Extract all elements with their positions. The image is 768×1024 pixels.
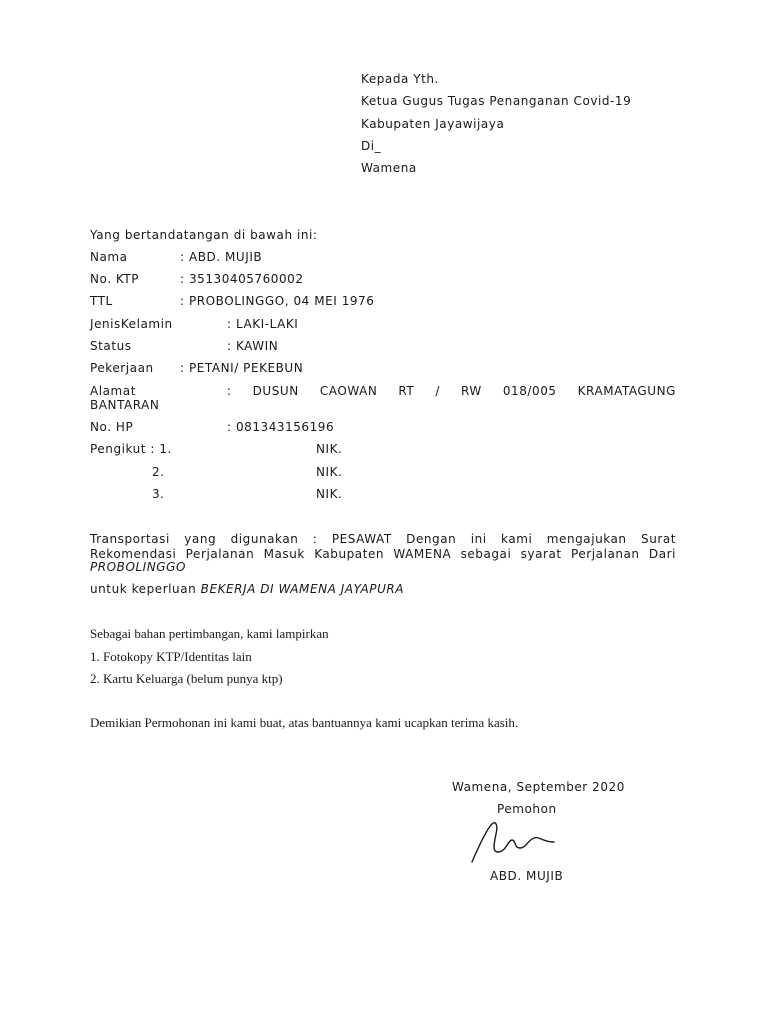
- purpose-line: [90, 582, 404, 596]
- signature-name: ABD. MUJIB: [490, 869, 564, 883]
- transport-line-3: PROBOLINGGO: [90, 560, 186, 574]
- purpose-prefix: untuk keperluan: [90, 582, 197, 596]
- field-value-alamat: : DUSUN CAOWAN RT / RW 018/005 KRAMATAGUNG: [227, 384, 676, 398]
- field-label-ktp: No. KTP: [90, 272, 140, 286]
- field-value-hp: : 081343156196: [227, 420, 335, 434]
- attachment-item-1: 1. Fotokopy KTP/Identitas lain: [90, 649, 252, 664]
- field-label-jk: JenisKelamin: [90, 317, 173, 331]
- field-value-pekerjaan: : PETANI/ PEKEBUN: [180, 361, 304, 375]
- intro-text: Yang bertandatangan di bawah ini:: [90, 228, 318, 242]
- pengikut-nik-3: NIK.: [316, 487, 343, 501]
- closing-text: Demikian Permohonan ini kami buat, atas bantuannya kami ucapkan terima kasih.: [90, 715, 519, 730]
- transport-line-2: Rekomendasi Perjalanan Masuk Kabupaten WAMENA sebagai syarat Perjalanan Dari: [90, 547, 676, 561]
- field-value-ttl: : PROBOLINGGO, 04 MEI 1976: [180, 294, 375, 308]
- field-value-ktp: : 35130405760002: [180, 272, 304, 286]
- field-value-jk: : LAKI-LAKI: [227, 317, 299, 331]
- field-label-ttl: TTL: [90, 294, 113, 308]
- recipient-line-1: Kepada Yth.: [361, 72, 439, 86]
- field-value-alamat-cont: BANTARAN: [90, 398, 160, 412]
- transport-line-1: Transportasi yang digunakan : PESAWAT Dengan ini kami mengajukan Surat: [90, 532, 676, 546]
- recipient-line-5: Wamena: [361, 161, 417, 175]
- field-label-pekerjaan: Pekerjaan: [90, 361, 154, 375]
- recipient-line-4: Di_: [361, 139, 382, 153]
- recipient-line-2: Ketua Gugus Tugas Penanganan Covid-19: [361, 94, 632, 108]
- pengikut-label: Pengikut : 1.: [90, 442, 172, 456]
- field-label-status: Status: [90, 339, 132, 353]
- pengikut-number-3: 3.: [152, 487, 165, 501]
- field-value-status: : KAWIN: [227, 339, 279, 353]
- field-label-hp: No. HP: [90, 420, 134, 434]
- signature-role: Pemohon: [497, 802, 557, 816]
- field-label-alamat: Alamat: [90, 384, 136, 398]
- pengikut-nik-2: NIK.: [316, 465, 343, 479]
- pengikut-number-2: 2.: [152, 465, 165, 479]
- purpose-value: BEKERJA DI WAMENA JAYAPURA: [200, 582, 405, 596]
- signature-place-date: Wamena, September 2020: [452, 780, 625, 794]
- handwritten-signature: [468, 818, 558, 866]
- field-value-nama: : ABD. MUJIB: [180, 250, 263, 264]
- recipient-line-3: Kabupaten Jayawijaya: [361, 117, 505, 131]
- pengikut-nik-1: NIK.: [316, 442, 343, 456]
- attachments-intro: Sebagai bahan pertimbangan, kami lampirkan: [90, 626, 329, 641]
- attachment-item-2: 2. Kartu Keluarga (belum punya ktp): [90, 671, 283, 686]
- field-label-nama: Nama: [90, 250, 128, 264]
